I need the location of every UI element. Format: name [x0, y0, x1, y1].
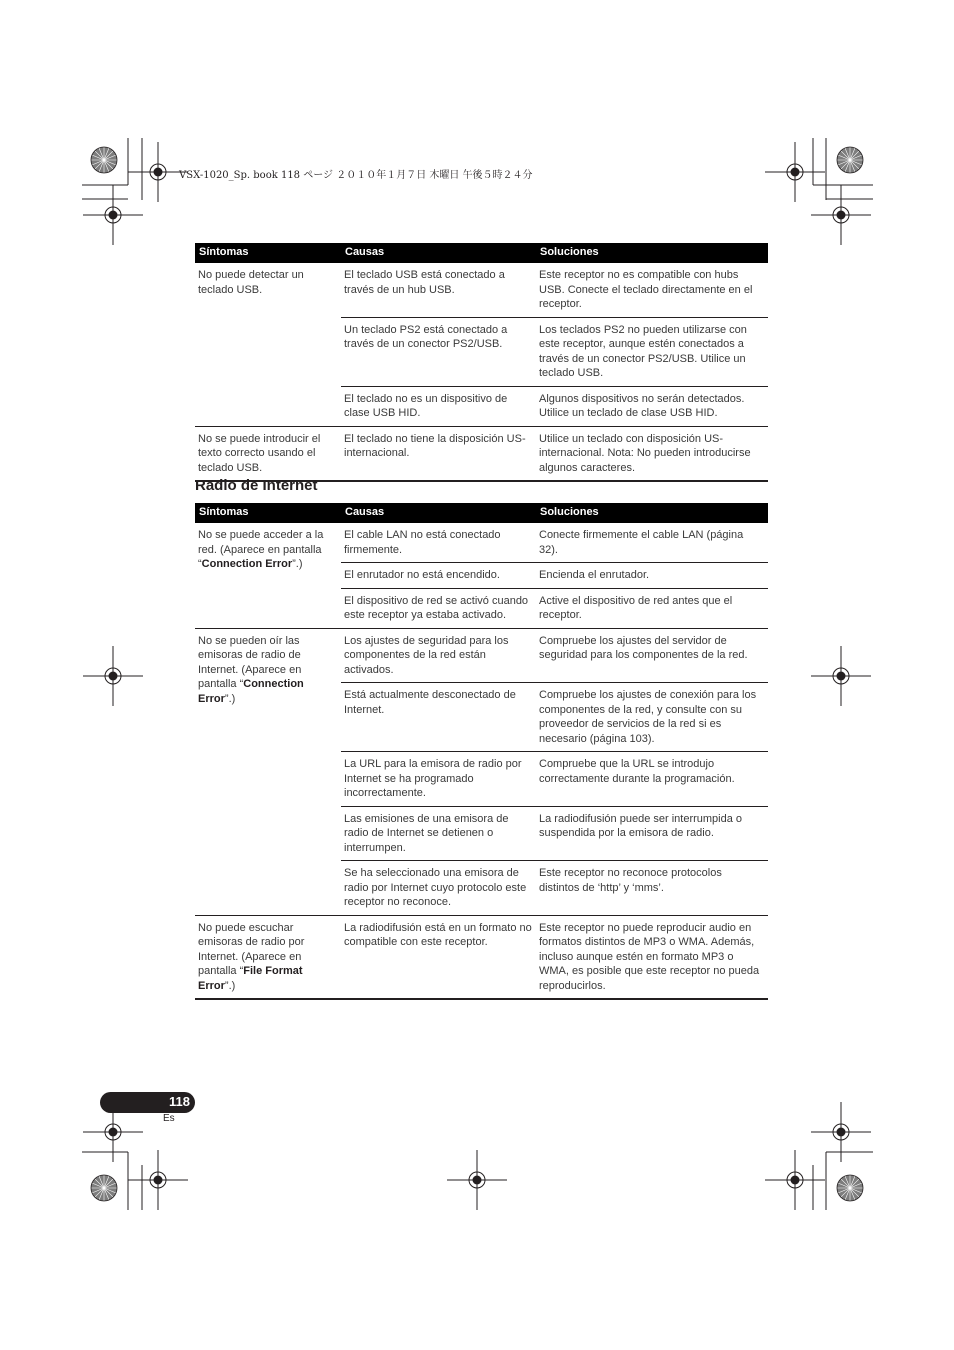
table-header-row	[195, 503, 768, 523]
solution-cell: Compruebe los ajustes del servidor de seguridad para los componentes de la red.	[536, 628, 768, 683]
symptom-cell: No se puede introducir el texto correcto usando el teclado USB.	[195, 426, 341, 481]
solution-cell: Este receptor no es compatible con hubs USB. Conecte el teclado directamente en el receptor.	[536, 263, 768, 317]
table-header-row	[195, 243, 768, 263]
print-file-header: VSX-1020_Sp. book 118 ページ ２０１０年１月７日 木曜日 午後５時２４分	[179, 170, 533, 181]
solution-cell: Compruebe los ajustes de conexión para los componentes de la red, y consulte con su proveedor de servicios de la red si es necesario (página 103).	[536, 683, 768, 752]
symptom-cell	[195, 915, 341, 999]
cause-cell: El teclado USB está conectado a través de un hub USB.	[341, 263, 536, 317]
usb-keyboard-table	[195, 243, 768, 482]
column-header-symptoms: Síntomas	[195, 503, 341, 523]
symptom-text-end: ”.)	[224, 692, 236, 705]
cause-cell: La URL para la emisora de radio por Internet se ha programado incorrectamente.	[341, 752, 536, 807]
solution-cell: Compruebe que la URL se introdujo correctamente durante la programación.	[536, 752, 768, 807]
cause-cell: El dispositivo de red se activó cuando este receptor ya estaba activado.	[341, 588, 536, 628]
error-message: Connection Error	[198, 678, 304, 705]
symptom-text-end: ”.)	[292, 558, 303, 570]
solution-cell: Algunos dispositivos no serán detectados. Utilice un teclado de clase USB HID.	[536, 386, 768, 426]
solution-cell: Utilice un teclado con disposición US-internacional. Nota: No pueden introducirse algunos caracteres.	[536, 426, 768, 481]
cause-cell: Los ajustes de seguridad para los componentes de la red están activados.	[341, 628, 536, 683]
table-row	[195, 628, 768, 683]
solution-cell: Encienda el enrutador.	[536, 563, 768, 589]
table-row	[195, 915, 768, 999]
page-language: Es	[163, 1113, 175, 1124]
cause-cell: El teclado no es un dispositivo de clase USB HID.	[341, 386, 536, 426]
symptom-text: No se puede acceder a la red. (Aparece en pantalla “	[198, 529, 324, 570]
cause-cell: Está actualmente desconectado de Internet.	[341, 683, 536, 752]
table-row	[195, 523, 768, 563]
solution-cell: La radiodifusión puede ser interrumpida o suspendida por la emisora de radio.	[536, 806, 768, 861]
symptom-cell: No puede detectar un teclado USB.	[195, 263, 341, 426]
column-header-symptoms: Síntomas	[195, 243, 341, 263]
internet-radio-table	[195, 503, 768, 1000]
cause-cell: Se ha seleccionado una emisora de radio por Internet cuyo protocolo este receptor no reconoce.	[341, 861, 536, 916]
cause-cell: El teclado no tiene la disposición US-internacional.	[341, 426, 536, 481]
cause-cell: La radiodifusión está en un formato no compatible con este receptor.	[341, 915, 536, 999]
solution-cell: Active el dispositivo de red antes que el receptor.	[536, 588, 768, 628]
column-header-solutions: Soluciones	[536, 503, 768, 523]
solution-cell: Este receptor no puede reproducir audio en formatos distintos de MP3 o WMA. Además, incluso aunque estén en formato MP3 o WMA, es posible que este receptor no pueda reproducirlos.	[536, 915, 768, 999]
symptom-text-end: ”.)	[224, 979, 236, 992]
symptom-text: No puede escuchar emisoras de radio por Internet. (Aparece en pantalla “	[198, 921, 305, 977]
table-row	[195, 263, 768, 317]
column-header-causes: Causas	[341, 503, 536, 523]
page-number: 118	[169, 1094, 190, 1109]
cause-cell: Un teclado PS2 está conectado a través de un conector PS2/USB.	[341, 317, 536, 386]
solution-cell: Conecte firmemente el cable LAN (página 32).	[536, 523, 768, 563]
symptom-cell	[195, 628, 341, 915]
table-row	[195, 426, 768, 481]
symptom-text: No se pueden oír las emisoras de radio de Internet. (Aparece en pantalla “	[198, 634, 302, 690]
error-message: File Format Error	[198, 965, 303, 992]
cause-cell: Las emisiones de una emisora de radio de Internet se detienen o interrumpen.	[341, 806, 536, 861]
symptom-cell	[195, 523, 341, 628]
solution-cell: Los teclados PS2 no pueden utilizarse con este receptor, aunque estén conectados a través de un conector PS2/USB. Utilice un teclado USB.	[536, 317, 768, 386]
column-header-causes: Causas	[341, 243, 536, 263]
error-message: Connection Error	[201, 558, 293, 570]
cause-cell: El cable LAN no está conectado firmemente.	[341, 523, 536, 563]
section-title: Radio de Internet	[195, 477, 318, 494]
column-header-solutions: Soluciones	[536, 243, 768, 263]
cause-cell: El enrutador no está encendido.	[341, 563, 536, 589]
solution-cell: Este receptor no reconoce protocolos distintos de ‘http’ y ‘mms’.	[536, 861, 768, 916]
